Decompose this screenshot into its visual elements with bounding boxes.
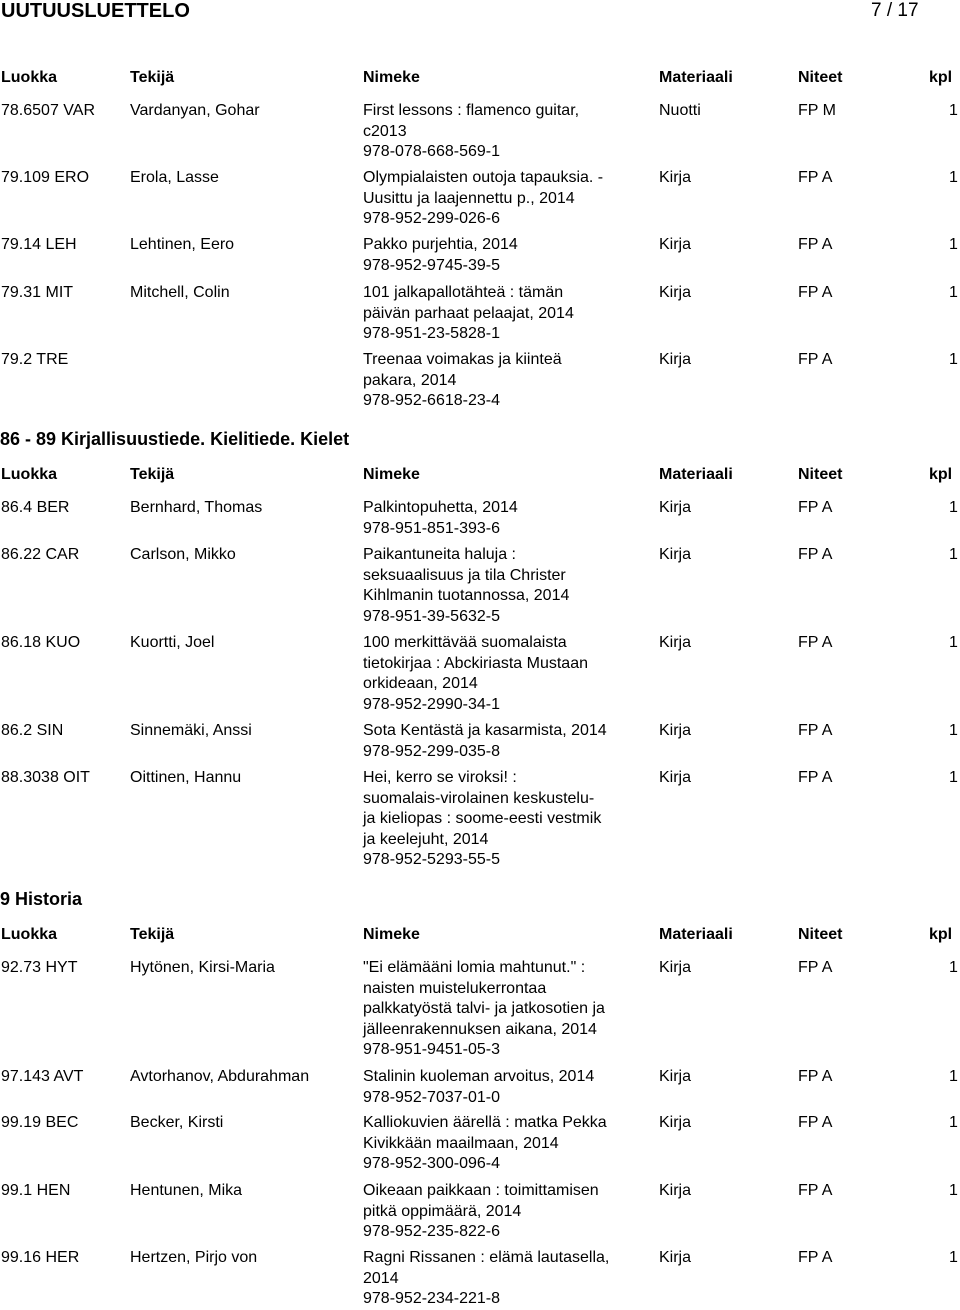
cell-luokka: 99.1 HEN (1, 1182, 71, 1199)
cell-niteet: FP A (798, 546, 833, 563)
header-luokka: Luokka (1, 466, 58, 483)
cell-kpl: 1 (949, 102, 958, 119)
cell-niteet: FP A (798, 769, 833, 786)
cell-niteet: FP A (798, 236, 833, 253)
cell-kpl: 1 (949, 1068, 958, 1085)
section-title: 9 Historia (0, 889, 83, 909)
cell-materiaali: Kirja (659, 351, 692, 368)
cell-tekija: Mitchell, Colin (130, 284, 230, 301)
cell-kpl: 1 (949, 634, 958, 651)
cell-nimeke: 100 merkittävää suomalaista tietokirjaa : Abckiriasta Mustaan orkideaan, 2014 978-952-2990-34-1 (363, 634, 588, 713)
cell-luokka: 99.19 BEC (1, 1114, 79, 1131)
cell-nimeke: Ragni Rissanen : elämä lautasella, 2014 978-952-234-221-8 (363, 1249, 610, 1307)
cell-luokka: 86.18 KUO (1, 634, 81, 651)
header-nimeke: Nimeke (363, 69, 420, 86)
cell-tekija: Becker, Kirsti (130, 1114, 224, 1131)
cell-materiaali: Kirja (659, 722, 692, 739)
cell-materiaali: Kirja (659, 959, 692, 976)
cell-kpl: 1 (949, 1182, 958, 1199)
cell-nimeke: Pakko purjehtia, 2014 978-952-9745-39-5 (363, 236, 518, 274)
cell-niteet: FP A (798, 1182, 833, 1199)
cell-luokka: 79.2 TRE (1, 351, 69, 368)
cell-tekija: Avtorhanov, Abdurahman (130, 1068, 310, 1085)
cell-luokka: 86.4 BER (1, 499, 70, 516)
cell-luokka: 79.31 MIT (1, 284, 74, 301)
header-luokka: Luokka (1, 69, 58, 86)
cell-materiaali: Kirja (659, 236, 692, 253)
page-number: 7 / 17 (871, 0, 919, 21)
cell-tekija: Sinnemäki, Anssi (130, 722, 252, 739)
cell-luokka: 86.2 SIN (1, 722, 64, 739)
cell-materiaali: Kirja (659, 169, 692, 186)
cell-kpl: 1 (949, 1249, 958, 1266)
header-niteet: Niteet (798, 69, 843, 86)
cell-niteet: FP M (798, 102, 836, 119)
header-niteet: Niteet (798, 466, 843, 483)
cell-materiaali: Kirja (659, 1068, 692, 1085)
cell-niteet: FP A (798, 634, 833, 651)
header-tekija: Tekijä (130, 926, 175, 943)
cell-kpl: 1 (949, 769, 958, 786)
cell-nimeke: Palkintopuhetta, 2014 978-951-851-393-6 (363, 499, 518, 537)
cell-kpl: 1 (949, 284, 958, 301)
table-header (0, 465, 960, 487)
cell-niteet: FP A (798, 499, 833, 516)
cell-nimeke: "Ei elämääni lomia mahtunut." : naisten muistelukerrontaa palkkatyöstä talvi- ja jatkosotien ja jälleenrakennuksen aikana, 2014 978-951-9451-05-3 (363, 959, 605, 1058)
cell-kpl: 1 (949, 236, 958, 253)
header-nimeke: Nimeke (363, 466, 420, 483)
cell-materiaali: Kirja (659, 1249, 692, 1266)
cell-tekija: Oittinen, Hannu (130, 769, 242, 786)
cell-niteet: FP A (798, 284, 833, 301)
cell-niteet: FP A (798, 1068, 833, 1085)
cell-materiaali: Kirja (659, 769, 692, 786)
header-nimeke: Nimeke (363, 926, 420, 943)
cell-luokka: 86.22 CAR (1, 546, 80, 563)
cell-kpl: 1 (949, 722, 958, 739)
cell-niteet: FP A (798, 959, 833, 976)
cell-materiaali: Kirja (659, 1182, 692, 1199)
cell-materiaali: Nuotti (659, 102, 701, 119)
header-materiaali: Materiaali (659, 926, 733, 943)
cell-nimeke: Kalliokuvien äärellä : matka Pekka Kivikkään maailmaan, 2014 978-952-300-096-4 (363, 1114, 607, 1172)
cell-niteet: FP A (798, 169, 833, 186)
cell-materiaali: Kirja (659, 546, 692, 563)
cell-nimeke: First lessons : flamenco guitar, c2013 978-078-668-569-1 (363, 102, 580, 160)
cell-tekija: Erola, Lasse (130, 169, 219, 186)
cell-niteet: FP A (798, 1249, 833, 1266)
cell-materiaali: Kirja (659, 499, 692, 516)
cell-nimeke: Sota Kentästä ja kasarmista, 2014 978-952-299-035-8 (363, 722, 607, 760)
header-tekija: Tekijä (130, 69, 175, 86)
cell-niteet: FP A (798, 1114, 833, 1131)
cell-nimeke: Oikeaan paikkaan : toimittamisen pitkä oppimäärä, 2014 978-952-235-822-6 (363, 1182, 599, 1240)
cell-luokka: 79.109 ERO (1, 169, 90, 186)
cell-kpl: 1 (949, 351, 958, 368)
header-kpl: kpl (929, 466, 953, 483)
cell-tekija: Carlson, Mikko (130, 546, 236, 563)
cell-luokka: 92.73 HYT (1, 959, 78, 976)
cell-tekija: Hentunen, Mika (130, 1182, 243, 1199)
cell-nimeke: Hei, kerro se viroksi! : suomalais-virolainen keskustelu- ja kieliopas : soome-eesti vestmik ja keelejuht, 2014 978-952-5293-55-5 (363, 769, 602, 868)
cell-luokka: 97.143 AVT (1, 1068, 84, 1085)
cell-materiaali: Kirja (659, 1114, 692, 1131)
section-title: 86 - 89 Kirjallisuustiede. Kielitiede. Kielet (0, 429, 350, 449)
cell-kpl: 1 (949, 959, 958, 976)
cell-luokka: 78.6507 VAR (1, 102, 95, 119)
cell-tekija: Vardanyan, Gohar (130, 102, 260, 119)
cell-kpl: 1 (949, 546, 958, 563)
header-luokka: Luokka (1, 926, 58, 943)
cell-kpl: 1 (949, 499, 958, 516)
table-header (0, 68, 960, 90)
cell-luokka: 99.16 HER (1, 1249, 80, 1266)
table-header (0, 925, 960, 947)
cell-nimeke: 101 jalkapallotähteä : tämän päivän parhaat pelaajat, 2014 978-951-23-5828-1 (363, 284, 574, 342)
cell-luokka: 79.14 LEH (1, 236, 77, 253)
cell-materiaali: Kirja (659, 284, 692, 301)
cell-tekija: Hertzen, Pirjo von (130, 1249, 258, 1266)
header-materiaali: Materiaali (659, 69, 733, 86)
header-kpl: kpl (929, 926, 953, 943)
cell-kpl: 1 (949, 169, 958, 186)
cell-luokka: 88.3038 OIT (1, 769, 90, 786)
cell-niteet: FP A (798, 722, 833, 739)
cell-nimeke: Treenaa voimakas ja kiinteä pakara, 2014 978-952-6618-23-4 (363, 351, 562, 409)
header-materiaali: Materiaali (659, 466, 733, 483)
cell-tekija: Hytönen, Kirsi-Maria (130, 959, 275, 976)
cell-niteet: FP A (798, 351, 833, 368)
cell-nimeke: Paikantuneita haluja : seksuaalisuus ja tila Christer Kihlmanin tuotannossa, 2014 978-951-39-5632-5 (363, 546, 570, 625)
cell-materiaali: Kirja (659, 634, 692, 651)
cell-nimeke: Stalinin kuoleman arvoitus, 2014 978-952-7037-01-0 (363, 1068, 595, 1106)
page-title: UUTUUSLUETTELO (1, 0, 190, 22)
cell-kpl: 1 (949, 1114, 958, 1131)
cell-tekija: Lehtinen, Eero (130, 236, 235, 253)
header-kpl: kpl (929, 69, 953, 86)
header-tekija: Tekijä (130, 466, 175, 483)
header-niteet: Niteet (798, 926, 843, 943)
cell-tekija: Kuortti, Joel (130, 634, 215, 651)
cell-tekija: Bernhard, Thomas (130, 499, 263, 516)
cell-nimeke: Olympialaisten outoja tapauksia. - Uusittu ja laajennettu p., 2014 978-952-299-026-6 (363, 169, 604, 227)
